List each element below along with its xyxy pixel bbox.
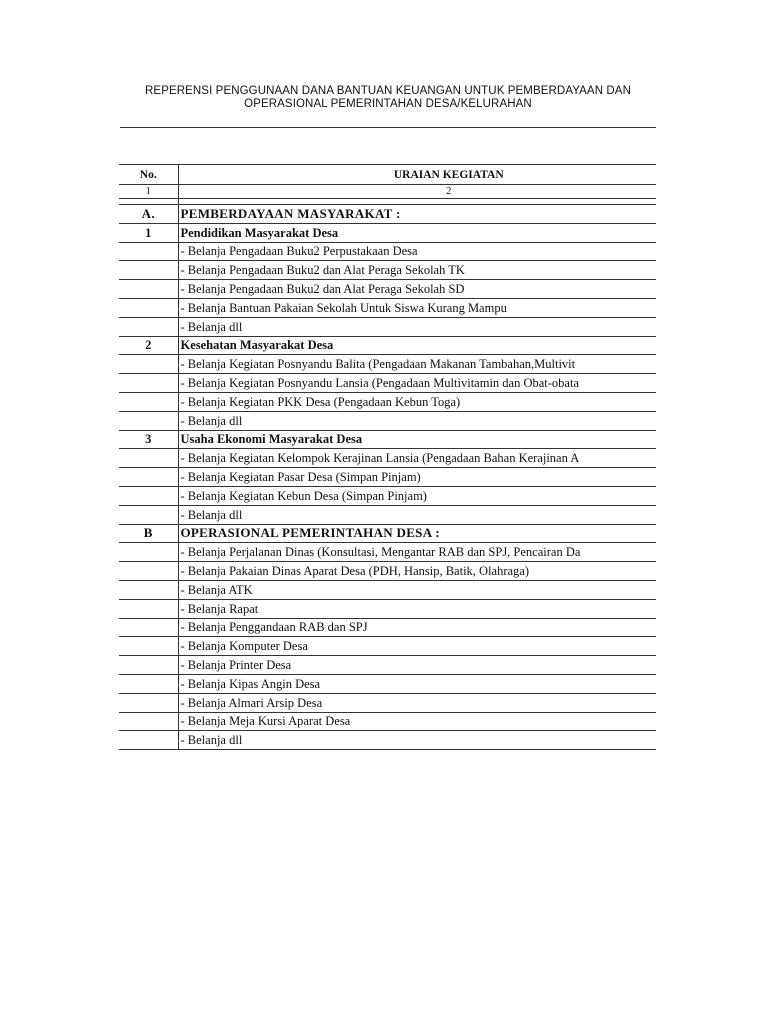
subsection-row — [119, 223, 656, 242]
row-number-cell: 1 — [119, 223, 178, 242]
table-row — [119, 712, 656, 731]
row-description-cell: - Belanja Kegiatan PKK Desa (Pengadaan Kebun Toga) — [178, 392, 656, 411]
row-number-cell — [119, 486, 178, 505]
row-number-cell — [119, 562, 178, 581]
row-description-cell: - Belanja Kegiatan Kebun Desa (Simpan Pinjam) — [178, 486, 656, 505]
row-number-cell: B — [119, 524, 178, 543]
row-number-cell — [119, 637, 178, 656]
row-description-cell: - Belanja ATK — [178, 580, 656, 599]
row-number-cell — [119, 468, 178, 487]
row-number-cell — [119, 674, 178, 693]
row-number-cell — [119, 543, 178, 562]
section-row — [119, 205, 656, 224]
row-number-cell — [119, 411, 178, 430]
activity-table — [119, 164, 656, 750]
row-number-cell — [119, 599, 178, 618]
row-number-cell — [119, 580, 178, 599]
table-row — [119, 674, 656, 693]
table-row — [119, 693, 656, 712]
row-number-cell — [119, 261, 178, 280]
row-number-cell — [119, 656, 178, 675]
table-row — [119, 637, 656, 656]
row-number-cell — [119, 317, 178, 336]
row-description-cell: - Belanja dll — [178, 505, 656, 524]
table-row — [119, 374, 656, 393]
table-row — [119, 392, 656, 411]
table-row — [119, 486, 656, 505]
row-description-cell: - Belanja Kegiatan Pasar Desa (Simpan Pinjam) — [178, 468, 656, 487]
header-uraian-kegiatan: URAIAN KEGIATAN — [178, 165, 656, 185]
activity-table-container — [119, 164, 656, 750]
title-divider — [120, 127, 656, 128]
table-row — [119, 317, 656, 336]
table-row — [119, 280, 656, 299]
row-description-cell: - Belanja dll — [178, 411, 656, 430]
table-row — [119, 562, 656, 581]
table-row — [119, 543, 656, 562]
row-description-cell: - Belanja Kegiatan Posnyandu Lansia (Pengadaan Multivitamin dan Obat-obata — [178, 374, 656, 393]
row-number-cell — [119, 449, 178, 468]
table-row — [119, 449, 656, 468]
row-description-cell: - Belanja Perjalanan Dinas (Konsultasi, Mengantar RAB dan SPJ, Pencairan Da — [178, 543, 656, 562]
row-description-cell: OPERASIONAL PEMERINTAHAN DESA : — [178, 524, 656, 543]
row-description-cell: - Belanja Almari Arsip Desa — [178, 693, 656, 712]
table-row — [119, 468, 656, 487]
row-description-cell: Usaha Ekonomi Masyarakat Desa — [178, 430, 656, 449]
row-description-cell: - Belanja Printer Desa — [178, 656, 656, 675]
subsection-row — [119, 336, 656, 355]
row-number-cell: 3 — [119, 430, 178, 449]
row-number-cell — [119, 392, 178, 411]
activity-table-body — [119, 165, 656, 750]
table-row — [119, 298, 656, 317]
row-description-cell: - Belanja Komputer Desa — [178, 637, 656, 656]
row-number-cell — [119, 355, 178, 374]
table-row — [119, 618, 656, 637]
row-description-cell: - Belanja Bantuan Pakaian Sekolah Untuk Siswa Kurang Mampu — [178, 298, 656, 317]
row-description-cell: - Belanja Pengadaan Buku2 dan Alat Peraga Sekolah TK — [178, 261, 656, 280]
table-row — [119, 580, 656, 599]
row-number-cell — [119, 505, 178, 524]
table-row — [119, 242, 656, 261]
table-row — [119, 355, 656, 374]
row-description-cell: - Belanja Kegiatan Kelompok Kerajinan Lansia (Pengadaan Bahan Kerajinan A — [178, 449, 656, 468]
column-number-2: 2 — [178, 185, 656, 199]
row-description-cell: - Belanja Pengadaan Buku2 dan Alat Peraga Sekolah SD — [178, 280, 656, 299]
document-title-line-2: OPERASIONAL PEMERINTAHAN DESA/KELURAHAN — [244, 98, 532, 110]
row-description-cell: - Belanja dll — [178, 317, 656, 336]
row-number-cell — [119, 731, 178, 750]
column-number-row — [119, 185, 656, 199]
row-description-cell: - Belanja Pakaian Dinas Aparat Desa (PDH, Hansip, Batik, Olahraga) — [178, 562, 656, 581]
column-number-1: 1 — [119, 185, 178, 199]
table-row — [119, 505, 656, 524]
row-number-cell: 2 — [119, 336, 178, 355]
table-header-row — [119, 165, 656, 185]
table-row — [119, 731, 656, 750]
row-description-cell: Pendidikan Masyarakat Desa — [178, 223, 656, 242]
row-description-cell: - Belanja Rapat — [178, 599, 656, 618]
header-no: No. — [119, 165, 178, 185]
subsection-row — [119, 430, 656, 449]
row-description-cell: PEMBERDAYAAN MASYARAKAT : — [178, 205, 656, 224]
row-description-cell: - Belanja dll — [178, 731, 656, 750]
table-row — [119, 261, 656, 280]
section-row — [119, 524, 656, 543]
row-number-cell — [119, 712, 178, 731]
row-number-cell: A. — [119, 205, 178, 224]
table-row — [119, 411, 656, 430]
row-number-cell — [119, 298, 178, 317]
table-row — [119, 599, 656, 618]
row-number-cell — [119, 242, 178, 261]
row-number-cell — [119, 280, 178, 299]
row-description-cell: - Belanja Pengadaan Buku2 Perpustakaan Desa — [178, 242, 656, 261]
document-title-line-1: REPERENSI PENGGUNAAN DANA BANTUAN KEUANGAN UNTUK PEMBERDAYAAN DAN — [145, 85, 631, 97]
row-number-cell — [119, 693, 178, 712]
row-description-cell: - Belanja Kipas Angin Desa — [178, 674, 656, 693]
row-number-cell — [119, 374, 178, 393]
row-description-cell: - Belanja Kegiatan Posnyandu Balita (Pengadaan Makanan Tambahan,Multivit — [178, 355, 656, 374]
table-row — [119, 656, 656, 675]
row-number-cell — [119, 618, 178, 637]
row-description-cell: - Belanja Meja Kursi Aparat Desa — [178, 712, 656, 731]
row-description-cell: Kesehatan Masyarakat Desa — [178, 336, 656, 355]
row-description-cell: - Belanja Penggandaan RAB dan SPJ — [178, 618, 656, 637]
